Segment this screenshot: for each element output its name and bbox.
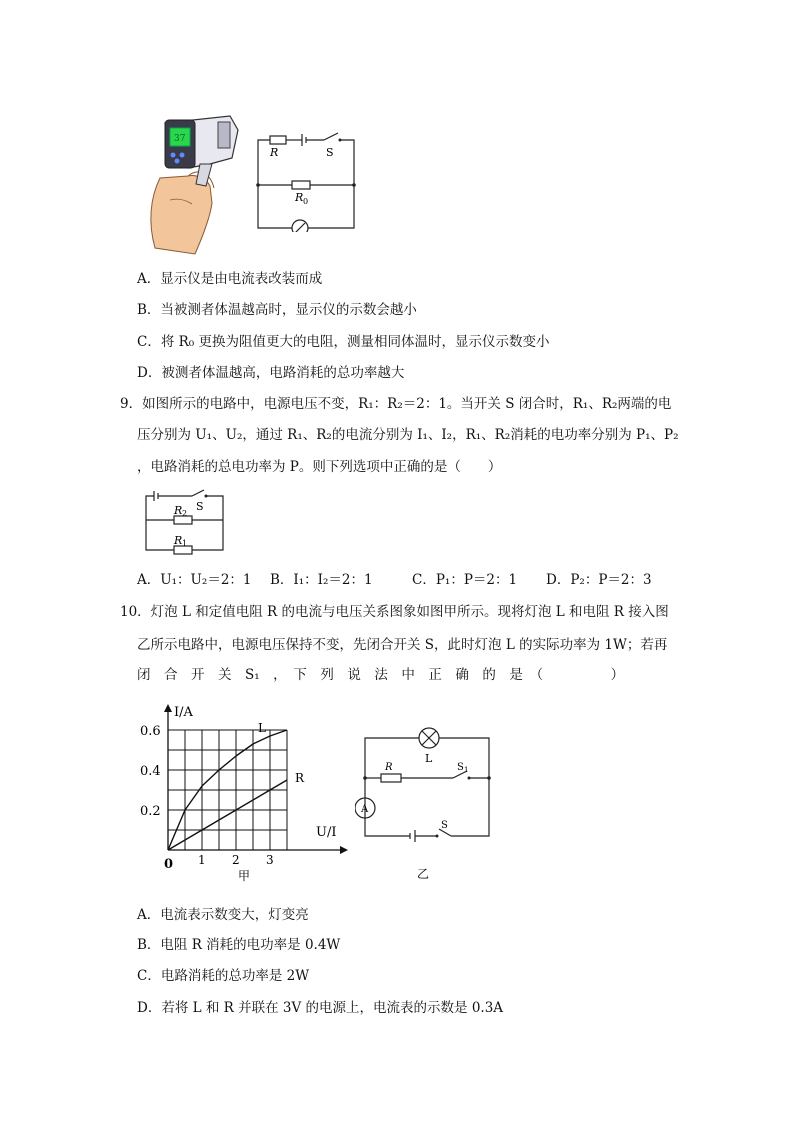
q9-label-r1-sub: 1 (182, 539, 188, 548)
graph-y-label: I/A (174, 705, 193, 720)
q9-label-r2: R (174, 504, 183, 517)
ammeter-label: A (361, 804, 369, 815)
q10-stem-line-1: 10．灯泡 L 和定值电阻 R 的电流与电压关系图象如图甲所示。现将灯泡 L 和电阻 R 接入图 (120, 604, 669, 620)
q9-label-r1: R (174, 534, 183, 547)
y-axis-arrow (164, 704, 172, 712)
x-axis-arrow (340, 846, 348, 854)
q10-label-l: L (425, 752, 433, 765)
q10-label-s: S (441, 820, 448, 831)
q9-stem-line-3: ，电路消耗的总电功率为 P。则下列选项中正确的是（ ） (137, 459, 502, 475)
q8-option-c: C．将 R₀ 更换为阻值更大的电阻，测量相同体温时，显示仪示数变小 (137, 334, 550, 350)
q9-stem-line-1: 9．如图所示的电路中，电源电压不变，R₁：R₂＝2：1。当开关 S 闭合时，R₁、R₂两端的电 (120, 396, 672, 412)
graph-x-label: U/I (316, 825, 337, 840)
q9-circuit-diagram (140, 488, 230, 556)
q8-option-a: A．显示仪是由电流表改装而成 (137, 271, 323, 287)
q10-option-c: C．电路消耗的总功率是 2W (137, 968, 310, 984)
graph-ytick-0: 0.6 (140, 724, 161, 739)
switch-s (192, 490, 204, 496)
q10-stem-line-2: 乙所示电路中，电源电压保持不变，先闭合开关 S，此时灯泡 L 的实际功率为 1W；若再 (137, 637, 668, 653)
q8-label-r0: R (295, 191, 304, 204)
q8-option-d: D．被测者体温越高，电路消耗的总功率越大 (137, 365, 405, 381)
q10-option-d: D．若将 L 和 R 并联在 3V 的电源上，电流表的示数是 0.3A (137, 1000, 504, 1016)
q10-label-s1: S (457, 762, 464, 773)
q10-option-a: A．电流表示数变大，灯变亮 (137, 907, 309, 923)
q9-label-s: S (196, 500, 204, 513)
graph-caption: 甲 (238, 869, 251, 883)
q10-label-s1-sub: 1 (464, 766, 469, 774)
graph-ytick-2: 0.2 (140, 804, 161, 819)
display-meter-icon (292, 220, 308, 232)
graph-xtick-0: 1 (198, 853, 206, 867)
resistor-r (381, 774, 401, 782)
q9-option-a: A．U₁：U₂＝2：1 (137, 572, 252, 588)
switch-s (324, 133, 338, 140)
q9-option-d: D．P₂：P＝2：3 (546, 572, 652, 588)
q9-stem-line-2: 压分别为 U₁、U₂，通过 R₁、R₂的电流分别为 I₁、I₂，R₁、R₂消耗的电功率分别为 P₁、P₂ (137, 427, 679, 443)
display-reading: 37 (174, 134, 186, 144)
q8-label-r: R (270, 146, 279, 159)
resistor-r0 (292, 181, 310, 189)
q10-circuit-diagram (355, 718, 495, 886)
q8-circuit-diagram (250, 128, 360, 232)
graph-ytick-1: 0.4 (140, 764, 161, 779)
q8-label-s: S (326, 146, 334, 159)
q8-option-b: B．当被测者体温越高时，显示仪的示数会越小 (137, 302, 417, 318)
q9-option-b: B．I₁：I₂＝2：1 (270, 572, 373, 588)
q10-option-b: B．电阻 R 消耗的电功率是 0.4W (137, 937, 341, 953)
q10-iu-graph (140, 700, 355, 885)
q9-option-c: C．P₁：P＝2：1 (412, 572, 518, 588)
q9-label-r2-sub: 2 (182, 509, 188, 518)
curve-l-label: L (258, 721, 266, 735)
q8-label-r0-sub: 0 (303, 197, 309, 206)
graph-origin-label: 0 (164, 857, 174, 872)
q10-stem-line-3: 闭 合 开 关 S₁ ， 下 列 说 法 中 正 确 的 是 （ ） (137, 667, 625, 683)
graph-xtick-1: 2 (232, 853, 240, 867)
circuit-caption: 乙 (417, 867, 430, 881)
q10-label-r: R (385, 762, 393, 773)
line-r-label: R (295, 771, 305, 785)
graph-xtick-2: 3 (266, 853, 274, 867)
resistor-r (270, 136, 286, 144)
